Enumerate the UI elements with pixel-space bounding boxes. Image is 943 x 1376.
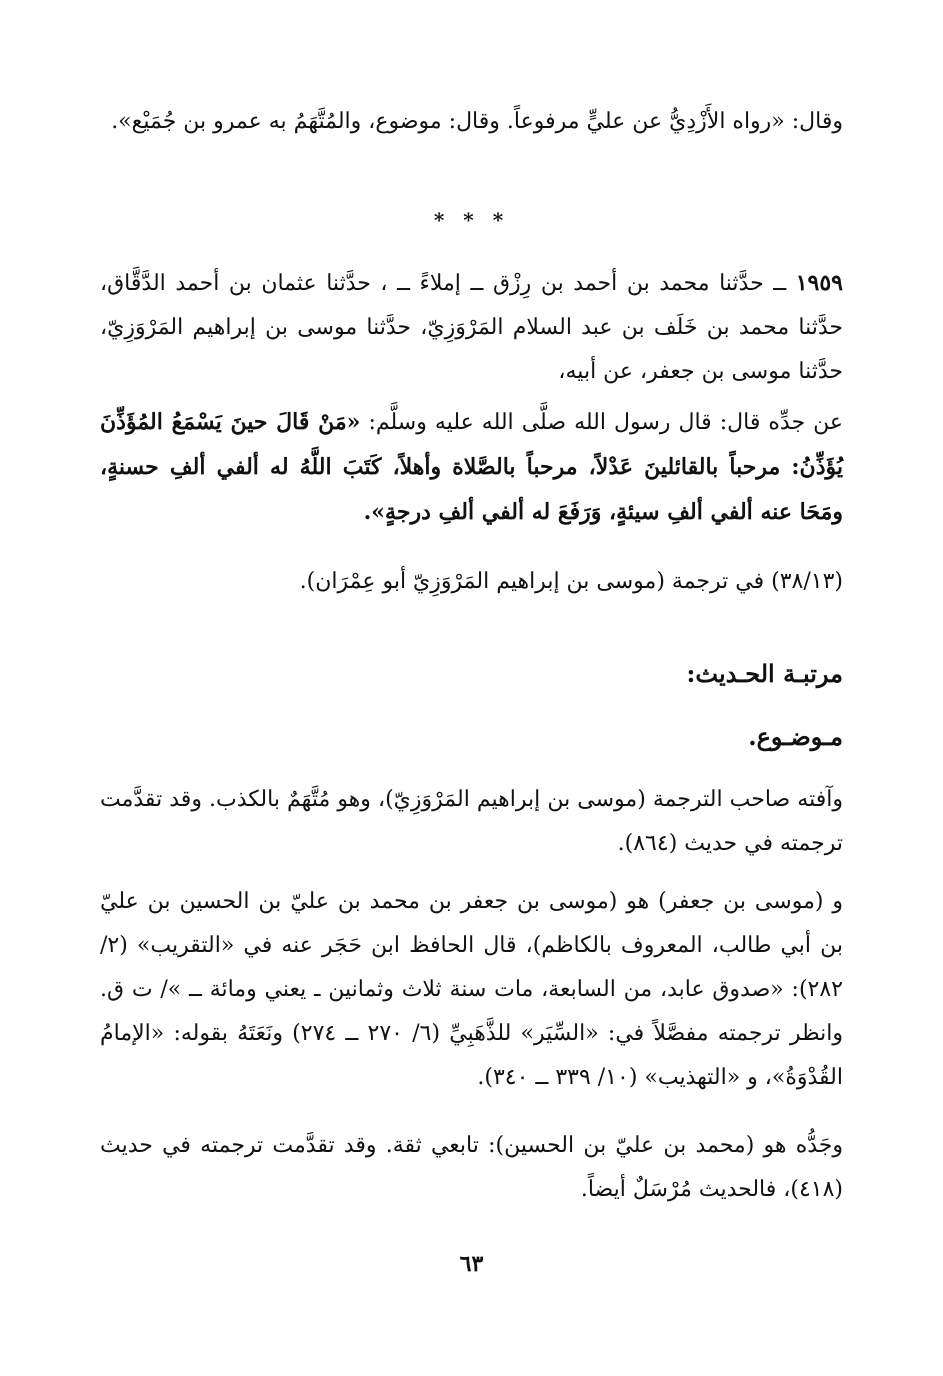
hadith-number: ١٩٥٩ [795, 270, 843, 296]
hadith-isnad-paragraph [100, 261, 843, 394]
analysis-paragraph-3: وجَدُّه هو (محمد بن عليّ بن الحسين): تابعي ثقة. وقد تقدَّمت ترجمته في حديث (٤١٨)، فالحديث مُرْسَلٌ أيضاً. [100, 1133, 843, 1202]
analysis-paragraph-1: وآفته صاحب الترجمة (موسى بن إبراهيم المَرْوَزِيّ)، وهو مُتَّهَمٌ بالكذب. وقد تقدَّمت ترجمته في حديث (٨٦٤). [100, 787, 843, 856]
section-separator: * * * [433, 208, 510, 232]
intro-paragraph: وقال: «رواه الأَزْدِيُّ عن عليٍّ مرفوعاً. وقال: موضوع، والمُتَّهَمُ به عمرو بن جُمَيْع». [111, 109, 843, 134]
hadith-matn-paragraph [100, 400, 843, 535]
grade-value: مـوضـوع. [748, 722, 843, 751]
hadith-matn-text: «مَنْ قَالَ حينَ يَسْمَعُ المُؤَذِّنَ يُؤَذِّنُ: مرحباً بالقائلينَ عَدْلاً، مرحباً بالصَّلاة وأهلاً، كَتَبَ اللَّهُ له ألفي ألفِ حسنةٍ، ومَحَا عنه ألفي ألفِ سيئةٍ، وَرَفَعَ له ألفي ألفِ درجةٍ». [100, 409, 843, 525]
hadith-matn-intro: عن جدِّه قال: قال رسول الله صلَّى الله عليه وسلَّم: [368, 410, 843, 435]
page-number: ٦٣ [459, 1251, 484, 1277]
analysis-paragraph-2: و (موسى بن جعفر) هو (موسى بن جعفر بن محمد بن عليّ بن الحسين بن عليّ بن أبي طالب، المعروف بالكاظم)، قال الحافظ ابن حَجَر عنه في «التقريب» (٢/ ٢٨٢): «صدوق عابد، من السابعة، مات سنة ثلاث وثمانين ـ يعني ومائة ــ »/ ت ق. وانظر ترجمته مفصَّلاً في: «السِّيَر» للذَّهَبِيِّ (٦/ ٢٧٠ ــ ٢٧٤) ونَعَتَهُ بقوله: «الإمامُ القُدْوَةُ»، و «التهذيب» (١٠/ ٣٣٩ ــ ٣٤٠). [100, 889, 843, 1090]
grade-heading: مرتبـة الحـديث: [686, 659, 843, 688]
hadith-isnad-text: ــ حدَّثنا محمد بن أحمد بن رِزْق ــ إملاءً ــ ، حدَّثنا عثمان بن أحمد الدَّقَّاق، حدَّثنا محمد بن خَلَف بن عبد السلام المَرْوَزِيّ، حدَّثنا موسى بن إبراهيم المَرْوَزِيّ، حدَّثنا موسى بن جعفر، عن أبيه، [100, 271, 843, 384]
hadith-source: (٣٨/١٣) في ترجمة (موسى بن إبراهيم المَرْوَزِيّ أبو عِمْرَان). [299, 569, 843, 594]
